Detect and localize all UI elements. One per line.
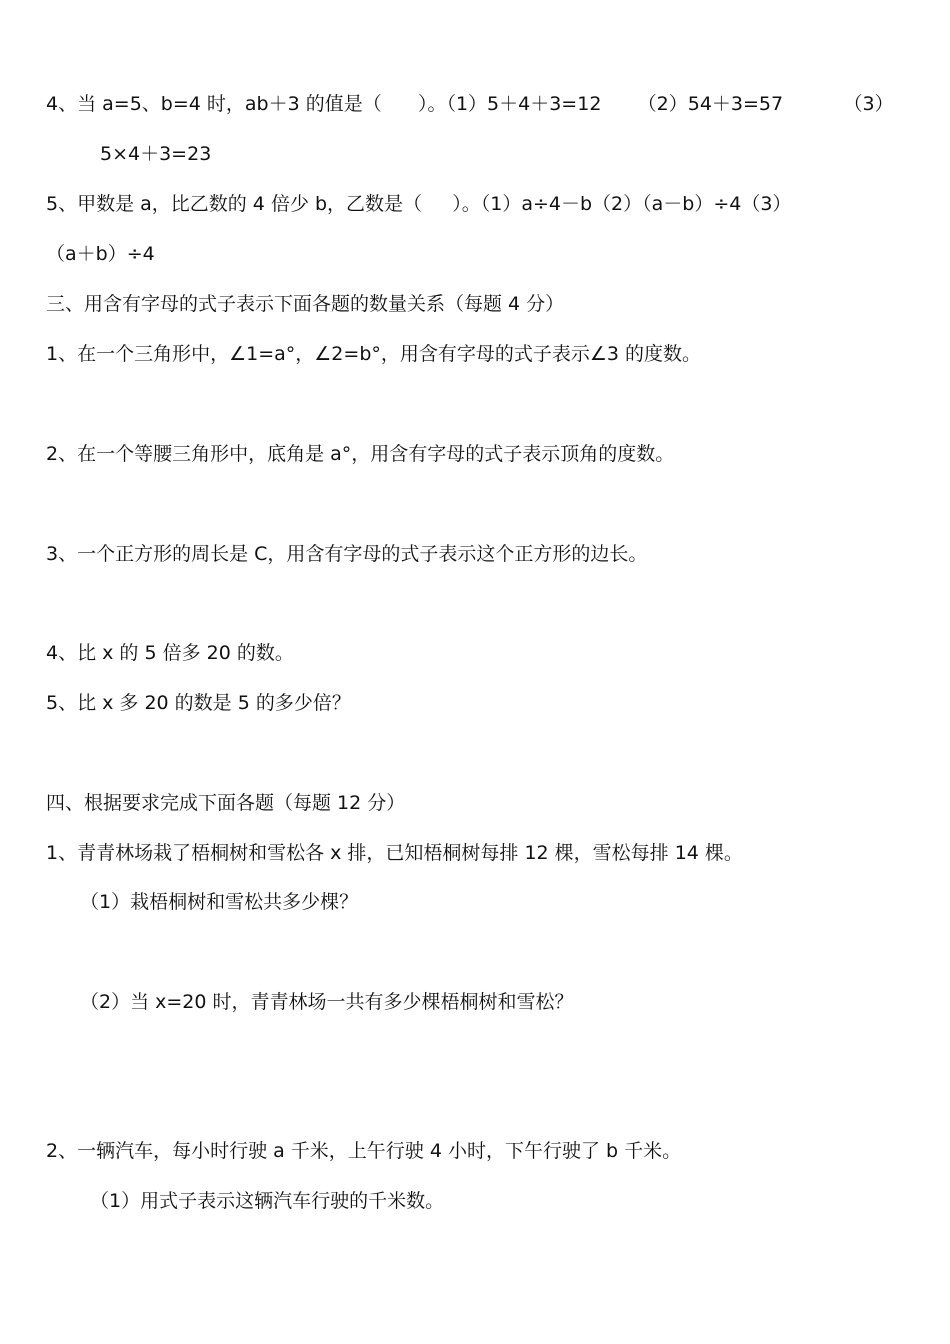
section-4-question-1-part-2: （2）当 x=20 时，青青林场一共有多少棵梧桐树和雪松？ bbox=[80, 991, 574, 1013]
question-2-5-line-2: （a＋b）÷4 bbox=[46, 243, 155, 265]
section-4-question-2-part-1: （1）用式子表示这辆汽车行驶的千米数。 bbox=[90, 1190, 445, 1212]
section-3-heading: 三、用含有字母的式子表示下面各题的数量关系（每题 4 分） bbox=[46, 293, 565, 315]
section-3-question-5: 5、比 x 多 20 的数是 5 的多少倍？ bbox=[46, 692, 351, 714]
question-2-4-line-1: 4、当 a=5、b=4 时，ab＋3 的值是（ ）。（1）5＋4＋3=12 （2）54＋3=57 （3） bbox=[46, 93, 894, 115]
question-2-5-line-1: 5、甲数是 a，比乙数的 4 倍少 b，乙数是（ ）。（1）a÷4－b（2）（a－b）÷4（3） bbox=[46, 193, 792, 215]
section-4-question-1-part-1: （1）栽梧桐树和雪松共多少棵？ bbox=[80, 891, 359, 913]
section-4-heading: 四、根据要求完成下面各题（每题 12 分） bbox=[46, 792, 406, 814]
section-3-question-3: 3、一个正方形的周长是 C，用含有字母的式子表示这个正方形的边长。 bbox=[46, 543, 648, 565]
section-4-question-2: 2、一辆汽车，每小时行驶 a 千米，上午行驶 4 小时，下午行驶了 b 千米。 bbox=[46, 1140, 682, 1162]
question-2-4-line-2: 5×4＋3=23 bbox=[100, 143, 212, 165]
section-3-question-2: 2、在一个等腰三角形中，底角是 a°，用含有字母的式子表示顶角的度数。 bbox=[46, 443, 675, 465]
section-3-question-1: 1、在一个三角形中，∠1=a°，∠2=b°，用含有字母的式子表示∠3 的度数。 bbox=[46, 343, 702, 365]
section-4-question-1: 1、青青林场栽了梧桐树和雪松各 x 排，已知梧桐树每排 12 棵，雪松每排 14 棵。 bbox=[46, 842, 743, 864]
section-3-question-4: 4、比 x 的 5 倍多 20 的数。 bbox=[46, 642, 294, 664]
